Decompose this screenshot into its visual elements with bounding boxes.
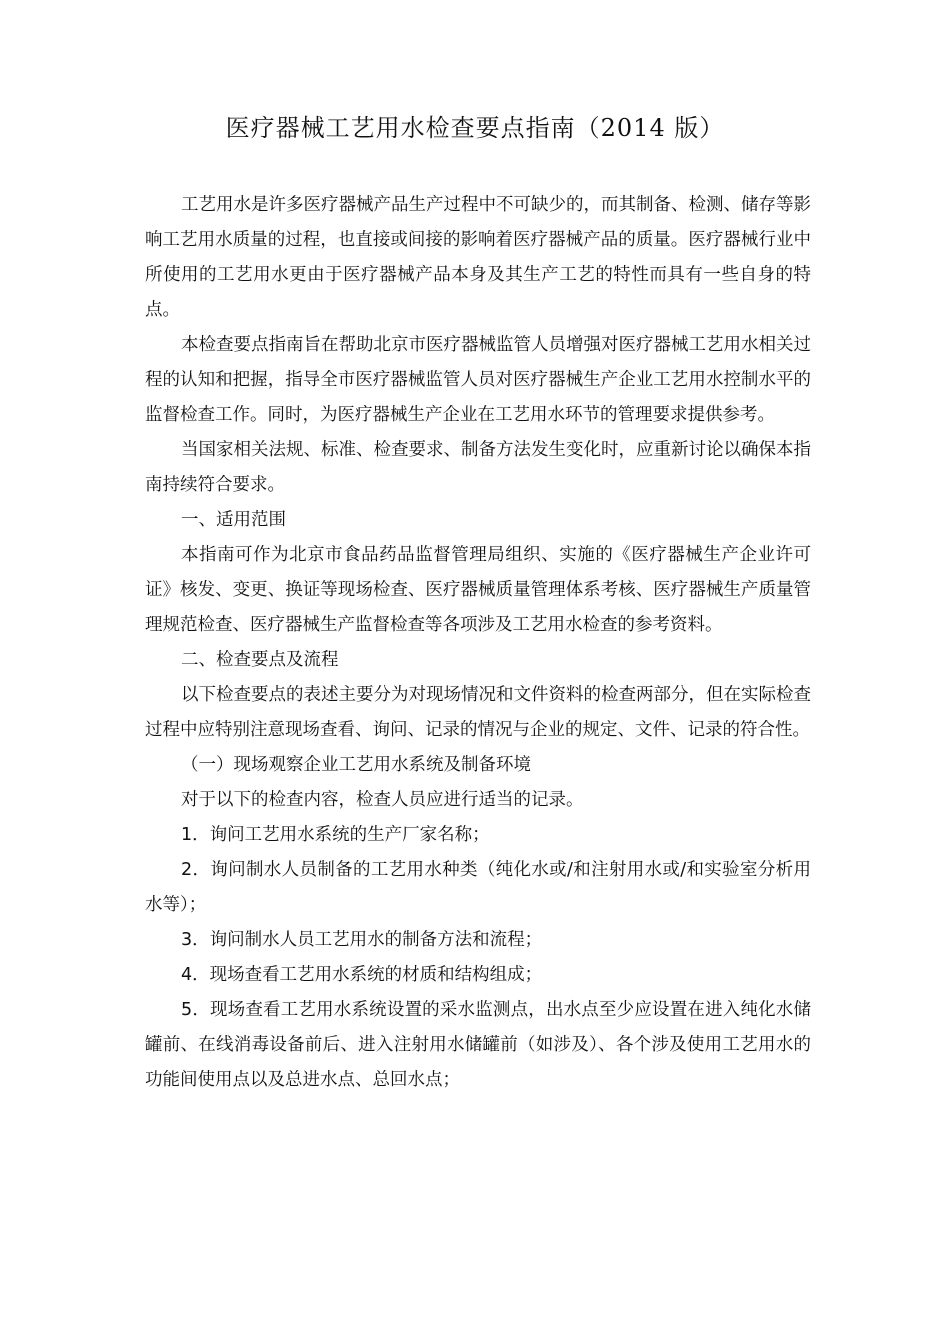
list-item-4: 4．现场查看工艺用水系统的材质和结构组成； bbox=[181, 965, 543, 985]
paragraph-scope: 本指南可作为北京市食品药品监督管理局组织、实施的《医疗器械生产企业许可证》核发、变更、换证等现场检查、医疗器械质量管理体系考核、医疗器械生产质量管理规范检查、医疗器械生产监督检查等各项涉及工艺用水检查的参考资料。 bbox=[145, 545, 811, 635]
section-heading-checkpoints: 二、检查要点及流程 bbox=[181, 650, 339, 670]
paragraph-checkpoints-intro: 以下检查要点的表述主要分为对现场情况和文件资料的检查两部分，但在实际检查过程中应特别注意现场查看、询问、记录的情况与企业的规定、文件、记录的符合性。 bbox=[145, 685, 811, 740]
subsection-heading-site-observation: （一）现场观察企业工艺用水系统及制备环境 bbox=[181, 755, 531, 775]
list-item-5: 5．现场查看工艺用水系统设置的采水监测点，出水点至少应设置在进入纯化水储罐前、在线消毒设备前后、进入注射用水储罐前（如涉及）、各个涉及使用工艺用水的功能间使用点以及总进水点、总回水点； bbox=[145, 1000, 811, 1090]
document-title: 医疗器械工艺用水检查要点指南（2014 版） bbox=[225, 114, 725, 142]
list-item-3: 3．询问制水人员工艺用水的制备方法和流程； bbox=[181, 930, 543, 950]
paragraph-intro-2: 本检查要点指南旨在帮助北京市医疗器械监管人员增强对医疗器械工艺用水相关过程的认知和把握，指导全市医疗器械监管人员对医疗器械生产企业工艺用水控制水平的监督检查工作。同时，为医疗器械生产企业在工艺用水环节的管理要求提供参考。 bbox=[145, 335, 811, 425]
paragraph-intro-1: 工艺用水是许多医疗器械产品生产过程中不可缺少的，而其制备、检测、储存等影响工艺用水质量的过程，也直接或间接的影响着医疗器械产品的质量。医疗器械行业中所使用的工艺用水更由于医疗器械产品本身及其生产工艺的特性而具有一些自身的特点。 bbox=[145, 195, 811, 320]
section-heading-scope: 一、适用范围 bbox=[181, 510, 286, 530]
list-item-2: 2．询问制水人员制备的工艺用水种类（纯化水或/和注射用水或/和实验室分析用水等）； bbox=[145, 860, 811, 915]
document-body bbox=[145, 188, 811, 1098]
paragraph-intro-3: 当国家相关法规、标准、检查要求、制备方法发生变化时，应重新讨论以确保本指南持续符合要求。 bbox=[145, 440, 811, 495]
list-item-1: 1．询问工艺用水系统的生产厂家名称； bbox=[181, 825, 490, 845]
paragraph-record-note: 对于以下的检查内容，检查人员应进行适当的记录。 bbox=[181, 790, 584, 810]
